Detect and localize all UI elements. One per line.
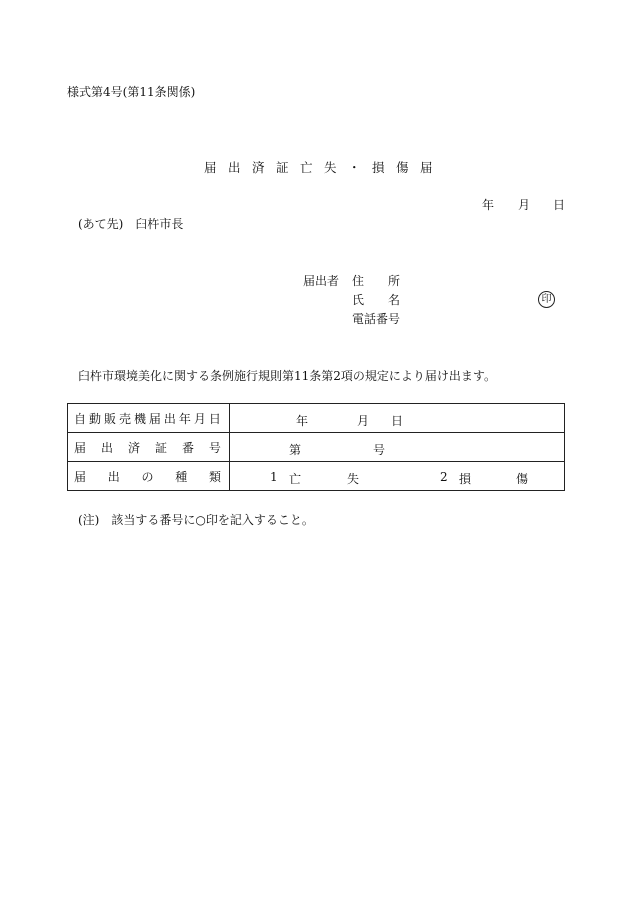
address-label: 住 所 <box>352 274 401 288</box>
seal-circle: 印 <box>538 291 555 308</box>
table-row <box>68 404 565 433</box>
date-year: 年 <box>482 198 495 212</box>
vending-date-cell: 年 月 日 <box>230 404 565 433</box>
table-row <box>68 433 565 462</box>
row-label: 届 出 の 種 類 <box>68 462 230 491</box>
seal-mark <box>538 291 555 308</box>
addressee: (あて先) 臼杵市長 <box>78 217 184 231</box>
certificate-number-cell: 第 号 <box>230 433 565 462</box>
phone-label: 電話番号 <box>352 312 401 326</box>
notification-type-cell: 1 亡 失 2 損 傷 <box>230 462 565 491</box>
notification-table <box>67 403 565 491</box>
note: (注) 該当する番号に○印を記入すること。 <box>78 513 314 527</box>
row-label: 届 出 済 証 番 号 <box>68 433 230 462</box>
row-label: 自 動 販 売 機 届 出 年 月 日 <box>68 404 230 433</box>
table-row <box>68 462 565 491</box>
date-month: 月 <box>518 198 531 212</box>
notifier-header: 届出者 <box>303 274 340 288</box>
statement: 臼杵市環境美化に関する条例施行規則第11条第2項の規定により届け出ます。 <box>78 369 496 383</box>
name-label: 氏 名 <box>352 293 401 307</box>
form-number: 様式第4号(第11条関係) <box>67 85 196 99</box>
date-day: 日 <box>553 198 566 212</box>
